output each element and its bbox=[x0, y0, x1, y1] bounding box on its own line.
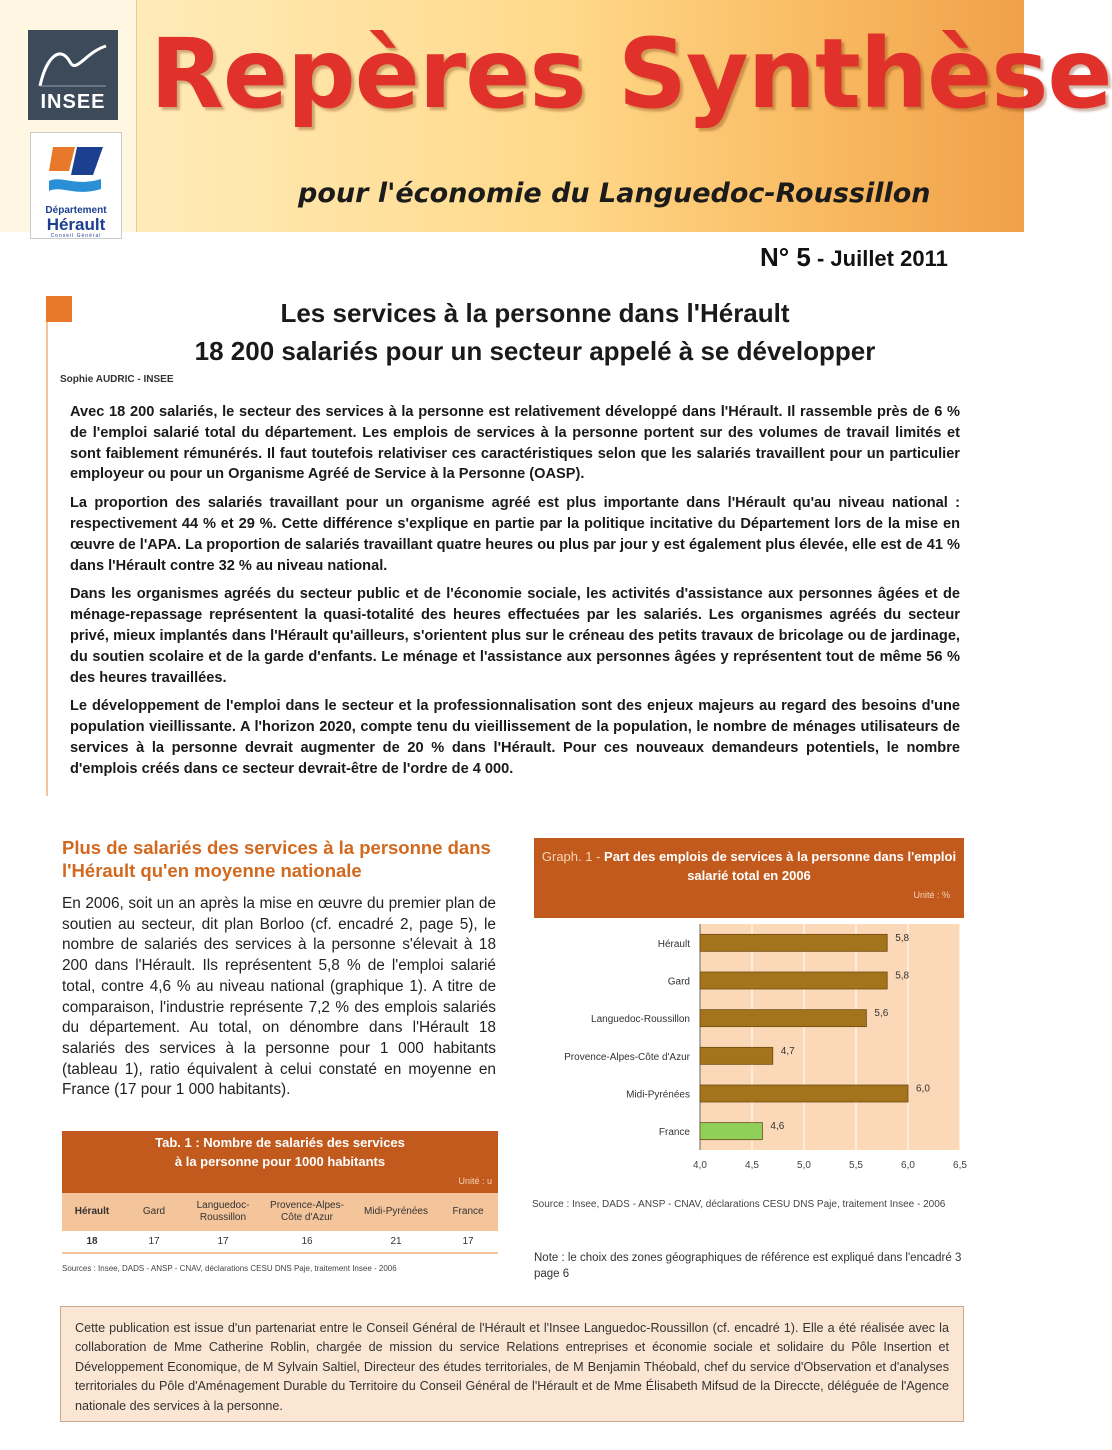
data-label: 6,0 bbox=[916, 1083, 930, 1095]
abstract-paragraph: Le développement de l'emploi dans le secteur et la professionnalisation sont des enjeux majeurs au regard des besoins d'une population vieillissante. A l'horizon 2020, compte tenu du vieillissement de la population, le nombre de ménages utilisateurs de services à la personne devrait augmenter de 20 % dans l'Hérault. Pour ces nouveaux demandeurs potentiels, le nombre d'emplois créés dans ce secteur devrait-être de l'ordre de 4 000. bbox=[70, 698, 960, 777]
issue-date: - Juillet 2011 bbox=[816, 246, 948, 271]
data-label: 5,6 bbox=[874, 1008, 889, 1020]
x-tick-label: 5,5 bbox=[849, 1160, 863, 1171]
data-label: 5,8 bbox=[895, 932, 910, 944]
partnership-box bbox=[60, 1306, 964, 1422]
x-tick-label: 5,0 bbox=[797, 1160, 811, 1171]
table-cell: 17 bbox=[462, 1236, 474, 1247]
table-title-line1: Tab. 1 : Nombre de salariés des services bbox=[155, 1135, 405, 1150]
herault-logo-line1: Département bbox=[45, 205, 107, 216]
section-body: En 2006, soit un an après la mise en œuvre du premier plan de soutien au secteur, dit plan Borloo (cf. encadré 2, page 5), le nombre de salariés des services à la personne s'élevait à 18 200 dans l'Hérault. Ils représentent 5,8 % de l'emploi salarié total, contre 4,6 % au niveau national (graphique 1). A titre de comparaison, l'industrie représente 7,2 % des emplois salariés du département. Au total, on dénombre dans l'Hérault 18 salariés des services à la personne pour 1 000 habitants (tableau 1), ratio équivalent à celui constaté en moyenne en France (17 pour 1 000 habitants). bbox=[62, 895, 496, 1099]
table-column-header: Languedoc-Roussillon bbox=[196, 1200, 250, 1223]
table-source: Sources : Insee, DADS - ANSP - CNAV, déclarations CESU DNS Paje, traitement Insee - 2006 bbox=[62, 1264, 397, 1273]
category-label: Provence-Alpes-Côte d'Azur bbox=[564, 1051, 690, 1063]
x-tick-label: 4,5 bbox=[745, 1160, 759, 1171]
masthead-tagline: pour l'économie du Languedoc-Roussillon bbox=[298, 178, 931, 209]
chart-bar bbox=[700, 1085, 908, 1102]
chart-bar bbox=[700, 1123, 762, 1140]
insee-mark-icon bbox=[36, 38, 110, 90]
x-tick-label: 4,0 bbox=[693, 1160, 707, 1171]
chart-label-prefix: Graph. 1 - bbox=[541, 849, 601, 864]
data-label: 4,7 bbox=[780, 1045, 795, 1057]
category-label: Hérault bbox=[657, 938, 690, 950]
title-marker bbox=[46, 296, 72, 322]
table-unit: Unité : u bbox=[458, 1176, 492, 1186]
article-abstract bbox=[70, 402, 960, 788]
table-cell: 17 bbox=[217, 1236, 229, 1247]
chart-plot-area bbox=[700, 924, 960, 1150]
table-row bbox=[62, 1232, 498, 1254]
table-column-headers bbox=[62, 1193, 498, 1231]
chart-header bbox=[534, 838, 964, 918]
table-cell: 17 bbox=[148, 1236, 160, 1247]
table-cell: 18 bbox=[86, 1236, 98, 1247]
table-title-line2: à la personne pour 1000 habitants bbox=[174, 1154, 386, 1169]
table-cell: 21 bbox=[390, 1236, 402, 1247]
category-label: Languedoc-Roussillon bbox=[591, 1014, 690, 1026]
section-heading: Plus de salariés des services à la personne dans l'Hérault qu'en moyenne nationale bbox=[62, 837, 491, 881]
herault-logo-line3: Conseil Général bbox=[50, 233, 102, 239]
x-tick-label: 6,0 bbox=[901, 1160, 915, 1171]
table-header bbox=[62, 1131, 498, 1193]
masthead-title: Repères Synthèse bbox=[150, 18, 1112, 130]
table-column-header: France bbox=[452, 1206, 484, 1217]
herault-mark-icon bbox=[45, 141, 105, 197]
data-label: 4,6 bbox=[770, 1121, 785, 1133]
chart-bar bbox=[700, 972, 887, 989]
abstract-rule bbox=[46, 322, 48, 796]
data-label: 5,8 bbox=[895, 970, 910, 982]
herault-logo-line2: Hérault bbox=[46, 215, 106, 234]
category-label: Midi-Pyrénées bbox=[626, 1089, 690, 1101]
herault-logo bbox=[30, 132, 122, 239]
category-label: France bbox=[658, 1127, 690, 1139]
abstract-paragraph: Dans les organismes agréés du secteur public et de l'économie sociale, les activités d'assistance aux personnes âgées et de ménage-repassage représentent la quasi-totalité des heures effectuées par les salariés. Les organismes agréés du secteur privé, mieux implantés dans l'Hérault qu'ailleurs, s'orientent plus sur le créneau des petits travaux de bricolage ou de jardinage, du soutien scolaire et de la garde d'enfants. Le ménage et l'assistance aux personnes âgées y représentent tout de même 56 % des heures travaillées. bbox=[70, 586, 960, 686]
chart-title: Part des emplois de services à la personne dans l'emploi salarié total en 2006 bbox=[604, 849, 957, 883]
table-cell: 16 bbox=[301, 1236, 313, 1247]
table-column-header: Midi-Pyrénées bbox=[364, 1206, 428, 1217]
partnership-text: Cette publication est issue d'un partenariat entre le Conseil Général de l'Hérault et l'Insee Languedoc-Roussillon (cf. encadré 1). Elle a été réalisée avec la collaboration de Mme Catherine Roblin, chargée de mission du service Relations entreprises et économie sociale et solidaire du Pôle Insertion et Développement Economique, de M Sylvain Saltiel, Directeur des études territoriales, de M Benjamin Théobald, chef du service d'Observation et d'analyses territoriales du Pôle d'Aménagement Durable du Territoire du Conseil Général de l'Hérault et de Mme Élisabeth Mifsud de la Direccte, déléguée de l'Agence nationale des services à la personne. bbox=[75, 1321, 949, 1413]
x-tick-label: 6,5 bbox=[953, 1160, 967, 1171]
chart-bar bbox=[700, 1010, 866, 1027]
insee-logo-text: INSEE bbox=[40, 91, 106, 113]
category-label: Gard bbox=[667, 976, 690, 988]
article-title bbox=[120, 294, 950, 370]
issue-number: N° 5 bbox=[760, 242, 811, 272]
table-column-header: Hérault bbox=[74, 1206, 110, 1217]
issue-info bbox=[760, 242, 948, 273]
chart-unit: Unité : % bbox=[913, 890, 950, 900]
chart-bar bbox=[700, 934, 887, 951]
article-author: Sophie AUDRIC - INSEE bbox=[60, 374, 174, 385]
abstract-paragraph: Avec 18 200 salariés, le secteur des services à la personne est relativement développé dans l'Hérault. Il rassemble près de 6 % de l'emploi salarié total du département. Les emplois de services à la personne portent sur des volumes de travail limités et sont faiblement rémunérés. Il faut toutefois relativiser ces caractéristiques selon que les salariés travaillent pour un particulier employeur ou pour un Organisme Agréé de Service à la Personne (OASP). bbox=[70, 404, 960, 483]
table-column-header: Provence-Alpes-Côte d'Azur bbox=[270, 1200, 344, 1223]
bar-chart bbox=[534, 918, 967, 1180]
table-column-header: Gard bbox=[142, 1206, 166, 1217]
abstract-paragraph: La proportion des salariés travaillant pour un organisme agréé est plus importante dans l'Hérault qu'au niveau national : respectivement 44 % et 29 %. Cette différence s'explique en partie par la politique incitative du Département lors de la mise en œuvre de l'APA. La proportion de salariés travaillant quatre heures ou plus par jour y est également plus élevée, elle est de 41 % dans l'Hérault contre 32 % au niveau national. bbox=[70, 495, 960, 574]
chart-bar bbox=[700, 1047, 773, 1064]
insee-logo bbox=[28, 30, 118, 120]
article-title-line1: Les services à la personne dans l'Hérault bbox=[280, 298, 790, 328]
chart-source: Source : Insee, DADS - ANSP - CNAV, déclarations CESU DNS Paje, traitement Insee - 2006 bbox=[532, 1199, 946, 1210]
article-title-line2: 18 200 salariés pour un secteur appelé à se développer bbox=[194, 336, 876, 366]
chart-note: Note : le choix des zones géographiques de référence est expliqué dans l'encadré 3 page 6 bbox=[534, 1252, 962, 1280]
